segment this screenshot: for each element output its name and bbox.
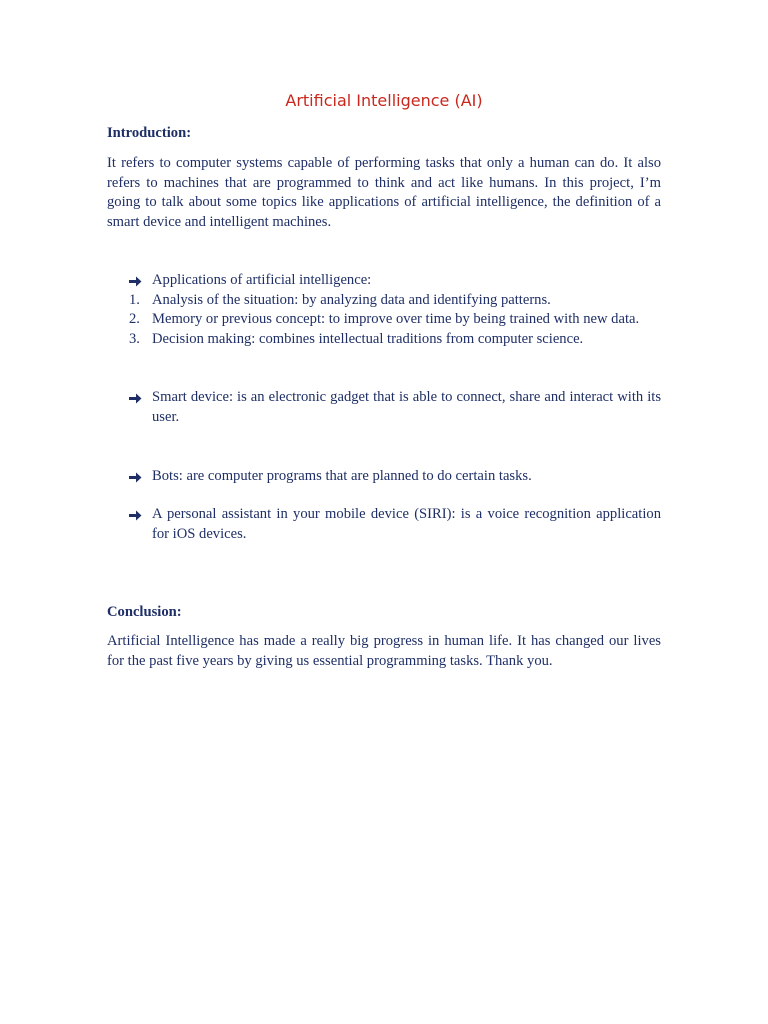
applications-label: Applications of artificial intelligence:	[152, 272, 372, 288]
applications-list	[107, 271, 661, 349]
list-item-text: Decision making: combines intellectual traditions from computer science.	[152, 330, 584, 347]
document-title: Artificial Intelligence (AI)	[285, 91, 483, 110]
assistant-text: A personal assistant in your mobile device (SIRI): is a voice recognition application for iOS devices.	[152, 506, 661, 542]
list-item-number: 2.	[129, 311, 140, 327]
list-item	[107, 310, 661, 330]
list-item-number: 1.	[129, 291, 140, 308]
list-item	[107, 291, 661, 311]
introduction-heading: Introduction:	[107, 125, 192, 141]
arrow-right-icon	[127, 388, 149, 414]
list-item-text: Memory or previous concept: to improve over time by being trained with new data.	[152, 311, 640, 327]
list-item	[107, 330, 661, 350]
introduction-paragraph: It refers to computer systems capable of performing tasks that only a human can do. It also refers to machines that are programmed to think and act like humans. In this project, I’m going to talk about some topics like applications of artificial intelligence, the definition of a smart device and intelligent machines.	[107, 155, 661, 230]
conclusion-heading: Conclusion:	[107, 604, 182, 620]
arrow-right-icon	[127, 505, 149, 531]
assistant-item	[107, 505, 661, 544]
list-item-number: 3.	[129, 330, 140, 347]
bots-text: Bots: are computer programs that are planned to do certain tasks.	[152, 468, 532, 484]
arrow-right-icon	[127, 467, 149, 493]
smart-device-item	[107, 388, 661, 427]
conclusion-paragraph: Artificial Intelligence has made a really big progress in human life. It has changed our lives for the past five years by giving us essential programming tasks. Thank you.	[107, 633, 661, 669]
list-item-text: Analysis of the situation: by analyzing data and identifying patterns.	[152, 291, 551, 308]
smart-device-text: Smart device: is an electronic gadget that is able to connect, share and interact with its user.	[152, 389, 661, 425]
bots-item	[107, 467, 661, 487]
applications-bullet	[107, 271, 661, 291]
